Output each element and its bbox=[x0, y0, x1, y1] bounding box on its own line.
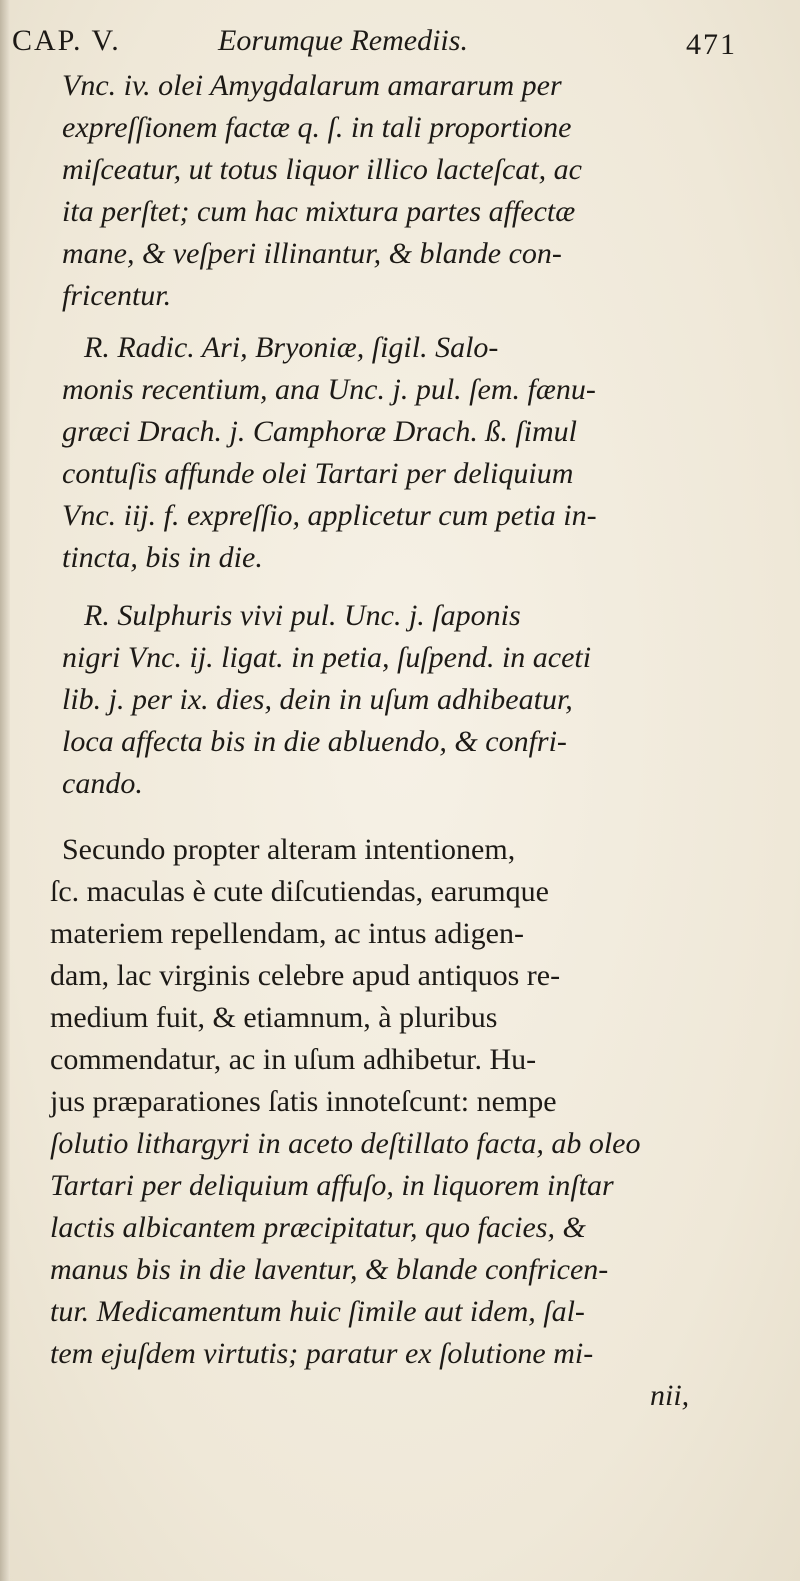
paragraph-line: ſc. maculas è cute diſcutiendas, earumque bbox=[50, 875, 549, 908]
page-gutter-shadow bbox=[0, 0, 10, 1581]
running-header bbox=[0, 18, 800, 68]
recipe-1-line: miſceatur, ut totus liquor illico lacteſcat, ac bbox=[62, 153, 582, 186]
chapter-label: CAP. V. bbox=[12, 24, 121, 57]
paragraph-line: commendatur, ac in uſum adhibetur. Hu- bbox=[50, 1043, 537, 1076]
paragraph-line: Secundo propter alteram intentionem, bbox=[62, 833, 516, 866]
paragraph-line: tem ejuſdem virtutis; paratur ex ſolutione mi- bbox=[50, 1337, 594, 1370]
recipe-1-line: ita perſtet; cum hac mixtura partes affectæ bbox=[62, 195, 576, 228]
recipe-3-line: nigri Vnc. ij. ligat. in petia, ſuſpend. in aceti bbox=[62, 641, 592, 674]
recipe-1-line: mane, & veſperi illinantur, & blande con- bbox=[62, 237, 562, 270]
recipe-2-line: monis recentium, ana Unc. j. pul. ſem. fænu- bbox=[62, 373, 596, 406]
recipe-2-line: Vnc. iij. f. expreſſio, applicetur cum petia in- bbox=[62, 499, 597, 532]
recipe-1-line: expreſſionem factæ q. ſ. in tali proportione bbox=[62, 111, 572, 144]
paragraph-line: jus præparationes ſatis innoteſcunt: nempe bbox=[50, 1085, 557, 1118]
recipe-2-line: græci Drach. j. Camphoræ Drach. ß. ſimul bbox=[62, 415, 578, 448]
paragraph-line: Tartari per deliquium affuſo, in liquorem inſtar bbox=[50, 1169, 614, 1202]
paragraph-line: dam, lac virginis celebre apud antiquos re- bbox=[50, 959, 561, 992]
paragraph-line: tur. Medicamentum huic ſimile aut idem, ſal- bbox=[50, 1295, 585, 1328]
recipe-3-line: lib. j. per ix. dies, dein in uſum adhibeatur, bbox=[62, 683, 573, 716]
recipe-2-line: contuſis affunde olei Tartari per deliquium bbox=[62, 457, 574, 490]
recipe-3-line: loca affecta bis in die abluendo, & confri- bbox=[62, 725, 567, 758]
recipe-3-line: R. Sulphuris vivi pul. Unc. j. ſaponis bbox=[84, 599, 521, 632]
paragraph-line: nii, bbox=[650, 1379, 690, 1412]
recipe-1-line: fricentur. bbox=[62, 279, 172, 312]
paragraph-line: medium fuit, & etiamnum, à pluribus bbox=[50, 1001, 498, 1034]
paragraph-line: manus bis in die laventur, & blande confricen- bbox=[50, 1253, 609, 1286]
paragraph-line: lactis albicantem præcipitatur, quo facies, & bbox=[50, 1211, 586, 1244]
page-number: 471 bbox=[686, 28, 737, 61]
recipe-2-line: tincta, bis in die. bbox=[62, 541, 263, 574]
running-title: Eorumque Remediis. bbox=[218, 24, 468, 57]
recipe-1-line: Vnc. iv. olei Amygdalarum amararum per bbox=[62, 69, 562, 102]
recipe-2-line: R. Radic. Ari, Bryoniæ, ſigil. Salo- bbox=[84, 331, 499, 364]
paragraph-line: ſolutio lithargyri in aceto deſtillato facta, ab oleo bbox=[50, 1127, 641, 1160]
paragraph-line: materiem repellendam, ac intus adigen- bbox=[50, 917, 524, 950]
recipe-3-line: cando. bbox=[62, 767, 143, 800]
